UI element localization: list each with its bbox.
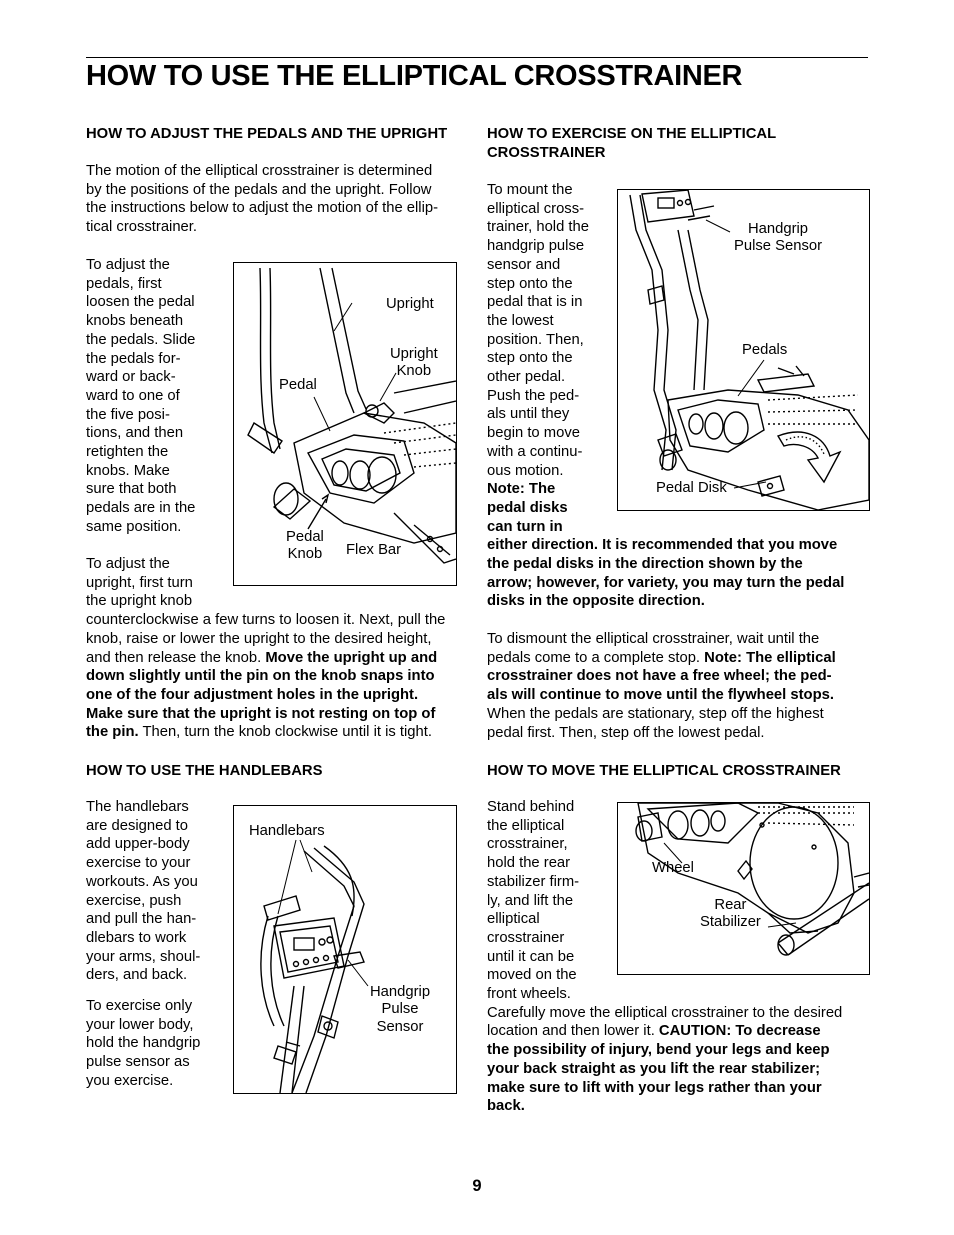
label-line: Knob xyxy=(396,363,432,380)
title-rule xyxy=(86,57,868,58)
label-line: Stabilizer xyxy=(700,914,761,931)
figure-pedals-upright xyxy=(233,262,457,586)
text-line: ous motion. xyxy=(487,462,564,479)
label-handgrip-pulse-sensor-2 xyxy=(734,221,822,256)
text-line: Carefully move the elliptical crosstrainer to the desired xyxy=(487,1004,843,1021)
move-drawing xyxy=(618,803,869,974)
text-line-bold: one of the four adjustment holes in the upright. xyxy=(86,686,419,703)
text-line-bold: Make sure that the upright is not resting on top of xyxy=(86,705,436,722)
text-line: other pedal. xyxy=(487,369,566,386)
label-upright: Upright xyxy=(386,296,434,312)
page-title: HOW TO USE THE ELLIPTICAL CROSSTRAINER xyxy=(86,60,743,92)
text-line: pulse sensor as xyxy=(86,1054,190,1071)
text-line: To dismount the elliptical crosstrainer, wait until the xyxy=(487,631,820,647)
text-line: you exercise. xyxy=(86,1072,174,1089)
label-line: Pulse Sensor xyxy=(734,238,823,255)
figure-exercise xyxy=(617,189,870,511)
text-line: counterclockwise a few turns to loosen it. Next, pull the xyxy=(86,612,446,629)
text-line: elliptical cross- xyxy=(487,200,585,217)
pedals-heading: HOW TO ADJUST THE PEDALS AND THE UPRIGHT xyxy=(86,126,448,142)
text-line: ward or back- xyxy=(86,369,176,386)
text-run-bold: CAUTION: To decrease xyxy=(658,1023,821,1040)
text-run: Then, turn the knob clockwise until it is tight. xyxy=(138,724,432,741)
label-line: Pulse xyxy=(381,1001,419,1018)
text-line: elliptical xyxy=(487,911,540,928)
text-line xyxy=(86,723,445,742)
heading-line: CROSSTRAINER xyxy=(487,144,606,161)
label-line: Handgrip xyxy=(370,984,431,1000)
label-pedal-disk: Pedal Disk xyxy=(656,480,727,496)
move-heading: HOW TO MOVE THE ELLIPTICAL CROSSTRAINER xyxy=(487,763,841,779)
text-line-bold: down slightly until the pin on the knob snaps into xyxy=(86,668,435,685)
label-pedal: Pedal xyxy=(279,377,317,393)
text-line: are designed to xyxy=(86,817,189,834)
text-line-bold: arrow; however, for variety, you may turn the pedal xyxy=(487,574,845,591)
text-line: Push the ped- xyxy=(487,387,580,404)
text-line-bold: the possibility of injury, bend your legs and keep xyxy=(487,1042,830,1059)
pedals-intro xyxy=(86,162,438,237)
text-line: als until they xyxy=(487,406,570,423)
exercise-heading xyxy=(487,125,776,162)
text-line: the upright knob xyxy=(86,593,193,610)
text-line: your lower body, xyxy=(86,1016,194,1033)
text-line: knobs. Make xyxy=(86,462,170,479)
text-line: ders, and back. xyxy=(86,967,188,984)
text-line: stabilizer firm- xyxy=(487,873,580,890)
text-line: knobs beneath xyxy=(86,313,184,330)
text-line: To exercise only xyxy=(86,998,193,1014)
handlebars-heading: HOW TO USE THE HANDLEBARS xyxy=(86,763,323,779)
handlebars-text xyxy=(86,798,200,985)
text-line: exercise to your xyxy=(86,855,191,872)
text-line: step onto the xyxy=(487,275,573,292)
label-wheel: Wheel xyxy=(652,860,694,876)
text-line: pedals are in the xyxy=(86,500,196,517)
label-line: Knob xyxy=(287,546,323,563)
text-line: handgrip pulse xyxy=(487,238,585,255)
text-run: location and then lower it. xyxy=(487,1023,659,1040)
text-line: by the positions of the pedals and the upright. Follow xyxy=(86,181,432,198)
text-run: pedals come to a complete stop. xyxy=(487,649,705,666)
text-line: workouts. As you xyxy=(86,873,198,890)
text-line: step onto the xyxy=(487,350,573,367)
text-line xyxy=(487,1022,842,1041)
text-line-bold: back. xyxy=(487,1098,525,1115)
handlebars-text-2 xyxy=(86,997,200,1091)
text-line: To mount the xyxy=(487,182,573,198)
label-pedal-knob xyxy=(286,529,324,564)
label-line: Pedal xyxy=(286,529,324,545)
text-line-bold: either direction. It is recommended that you move xyxy=(487,537,838,554)
text-line: your arms, shoul- xyxy=(86,948,201,965)
text-line: add upper-body xyxy=(86,836,190,853)
text-line: the lowest xyxy=(487,312,554,329)
text-line: To adjust the xyxy=(86,257,170,273)
text-line: knob, raise or lower the upright to the desired height, xyxy=(86,630,432,647)
text-line: Stand behind xyxy=(487,799,575,815)
text-line-bold: disks in the opposite direction. xyxy=(487,593,705,610)
text-line: until it can be xyxy=(487,948,575,965)
text-run-bold: Note: The elliptical xyxy=(704,649,836,666)
figure-move xyxy=(617,802,870,975)
text-line: hold the rear xyxy=(487,855,571,872)
text-line: ward to one of xyxy=(86,387,180,404)
text-line: the five posi- xyxy=(86,406,170,423)
text-line: When the pedals are stationary, step off the highest xyxy=(487,705,824,722)
text-line: tical crosstrainer. xyxy=(86,219,198,236)
text-line: sensor and xyxy=(487,256,561,273)
text-line: pedal first. Then, step off the lowest pedal. xyxy=(487,724,765,741)
pedals-instructions xyxy=(86,256,195,537)
text-line: front wheels. xyxy=(487,986,571,1003)
text-line-bold: Note: The xyxy=(487,481,556,498)
label-line: Upright xyxy=(390,346,438,362)
text-line: crosstrainer xyxy=(487,929,565,946)
text-line: begin to move xyxy=(487,425,580,442)
text-line-bold: can turn in xyxy=(487,518,563,535)
label-line: Sensor xyxy=(376,1018,424,1035)
text-line: loosen the pedal xyxy=(86,294,195,311)
text-line: dlebars to work xyxy=(86,929,187,946)
label-line: Handgrip xyxy=(747,221,809,237)
text-line: retighten the xyxy=(86,444,169,461)
label-handlebars: Handlebars xyxy=(249,823,325,839)
text-line: exercise, push xyxy=(86,892,182,909)
text-line: The motion of the elliptical crosstrainer is determined xyxy=(86,163,433,179)
dismount-instructions xyxy=(487,630,836,742)
text-line-bold: your back straight as you lift the rear stabilizer; xyxy=(487,1060,821,1077)
label-rear-stabilizer xyxy=(700,897,761,932)
heading-line: HOW TO EXERCISE ON THE ELLIPTICAL xyxy=(487,126,777,142)
text-line: ly, and lift the xyxy=(487,892,574,909)
text-line: To adjust the xyxy=(86,556,170,572)
text-line: the instructions below to adjust the motion of the ellip- xyxy=(86,200,439,217)
text-line: with a continu- xyxy=(487,443,583,460)
text-line: pedal that is in xyxy=(487,294,583,311)
label-flex-bar: Flex Bar xyxy=(346,542,402,558)
text-line: tions, and then xyxy=(86,425,184,442)
text-line-bold: make sure to lift with your legs rather than your xyxy=(487,1079,822,1096)
text-line: pedals, first xyxy=(86,275,162,292)
handlebars-drawing xyxy=(234,806,456,1093)
text-line: upright, first turn xyxy=(86,574,193,591)
text-line-bold: the pedal disks in the direction shown by the xyxy=(487,556,803,573)
text-line: same position. xyxy=(86,518,182,535)
text-line: the elliptical xyxy=(487,817,565,834)
text-line: trainer, hold the xyxy=(487,219,590,236)
text-run-bold: the pin. xyxy=(86,724,139,741)
text-line xyxy=(487,649,836,668)
text-line-bold: crosstrainer does not have a free wheel; the ped- xyxy=(487,668,832,685)
text-line: position. Then, xyxy=(487,331,584,348)
text-line: hold the handgrip xyxy=(86,1035,201,1052)
text-line: and pull the han- xyxy=(86,911,197,928)
text-run: and then release the knob. xyxy=(86,649,266,666)
text-line-bold: als will continue to move until the flywheel stops. xyxy=(487,687,834,704)
label-pedals: Pedals xyxy=(742,342,788,358)
text-line xyxy=(86,649,445,668)
text-run-bold: Move the upright up and xyxy=(265,649,438,666)
page-number: 9 xyxy=(472,1177,482,1195)
text-line: the pedals. Slide xyxy=(86,331,196,348)
text-line: the pedals for- xyxy=(86,350,181,367)
label-line: Rear xyxy=(714,897,747,913)
label-handgrip-pulse-sensor xyxy=(370,984,430,1036)
text-line-bold: pedal disks xyxy=(487,499,568,516)
text-line: The handlebars xyxy=(86,799,189,815)
figure-handlebars xyxy=(233,805,457,1094)
label-upright-knob xyxy=(390,346,438,381)
text-line: crosstrainer, xyxy=(487,836,568,853)
text-line: sure that both xyxy=(86,481,177,498)
text-line: moved on the xyxy=(487,967,577,984)
